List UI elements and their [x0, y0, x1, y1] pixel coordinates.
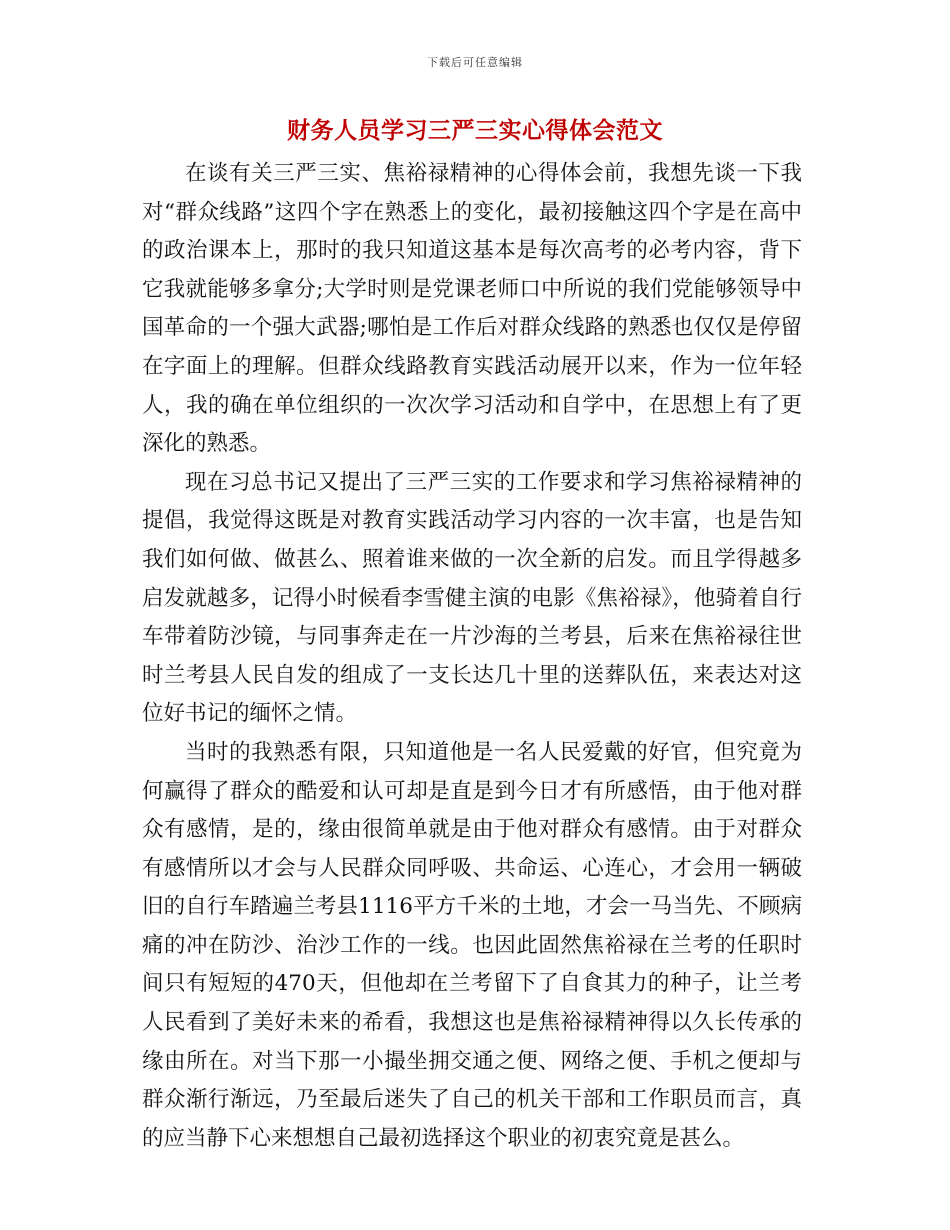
- document-title: 财务人员学习三严三实心得体会范文: [287, 118, 663, 144]
- paragraph-1: 在谈有关三严三实、焦裕禄精神的心得体会前，我想先谈一下我对“群众线路”这四个字在熟悉上的变化，最初接触这四个字是在高中的政治课本上，那时的我只知道这基本是每次高考的必考内容，背下它我就能够多拿分;大学时则是党课老师口中所说的我们党能够领导中国革命的一个强大武器;哪怕是工作后对群众线路的熟悉也仅仅是停留在字面上的理解。但群众线路教育实践活动展开以来，作为一位年轻人，我的确在单位组织的一次次学习活动和自学中，在思想上有了更深化的熟悉。: [142, 161, 802, 457]
- paragraph-2: 现在习总书记又提出了三严三实的工作要求和学习焦裕禄精神的提倡，我觉得这既是对教育实践活动学习内容的一次丰富，也是告知我们如何做、做甚么、照着谁来做的一次全新的启发。而且学得越多启发就越多，记得小时候看李雪健主演的电影《焦裕禄》，他骑着自行车带着防沙镜，与同事奔走在一片沙海的兰考县，后来在焦裕禄往世时兰考县人民自发的组成了一支长达几十里的送葬队伍，来表达对这位好书记的缅怀之情。: [142, 469, 802, 727]
- document-body: [142, 155, 802, 1158]
- header-note: 下载后可任意编辑: [427, 56, 523, 69]
- paragraph-3: 当时的我熟悉有限，只知道他是一名人民爱戴的好官，但究竟为何赢得了群众的酷爱和认可却是直是到今日才有所感悟，由于他对群众有感情，是的，缘由很简单就是由于他对群众有感情。由于对群众有感情所以才会与人民群众同呼吸、共命运、心连心，才会用一辆破旧的自行车踏遍兰考县1116平方千米的土地，才会一马当先、不顾病痛的冲在防沙、治沙工作的一线。也因此固然焦裕禄在兰考的任职时间只有短短的470天，但他却在兰考留下了自食其力的种子，让兰考人民看到了美好未来的希看，我想这也是焦裕禄精神得以久长传承的缘由所在。对当下那一小撮坐拥交通之便、网络之便、手机之便却与群众渐行渐远，乃至最后迷失了自己的机关干部和工作职员而言，真的应当静下心来想想自己最初选择这个职业的初衷究竟是甚么。: [142, 739, 802, 1151]
